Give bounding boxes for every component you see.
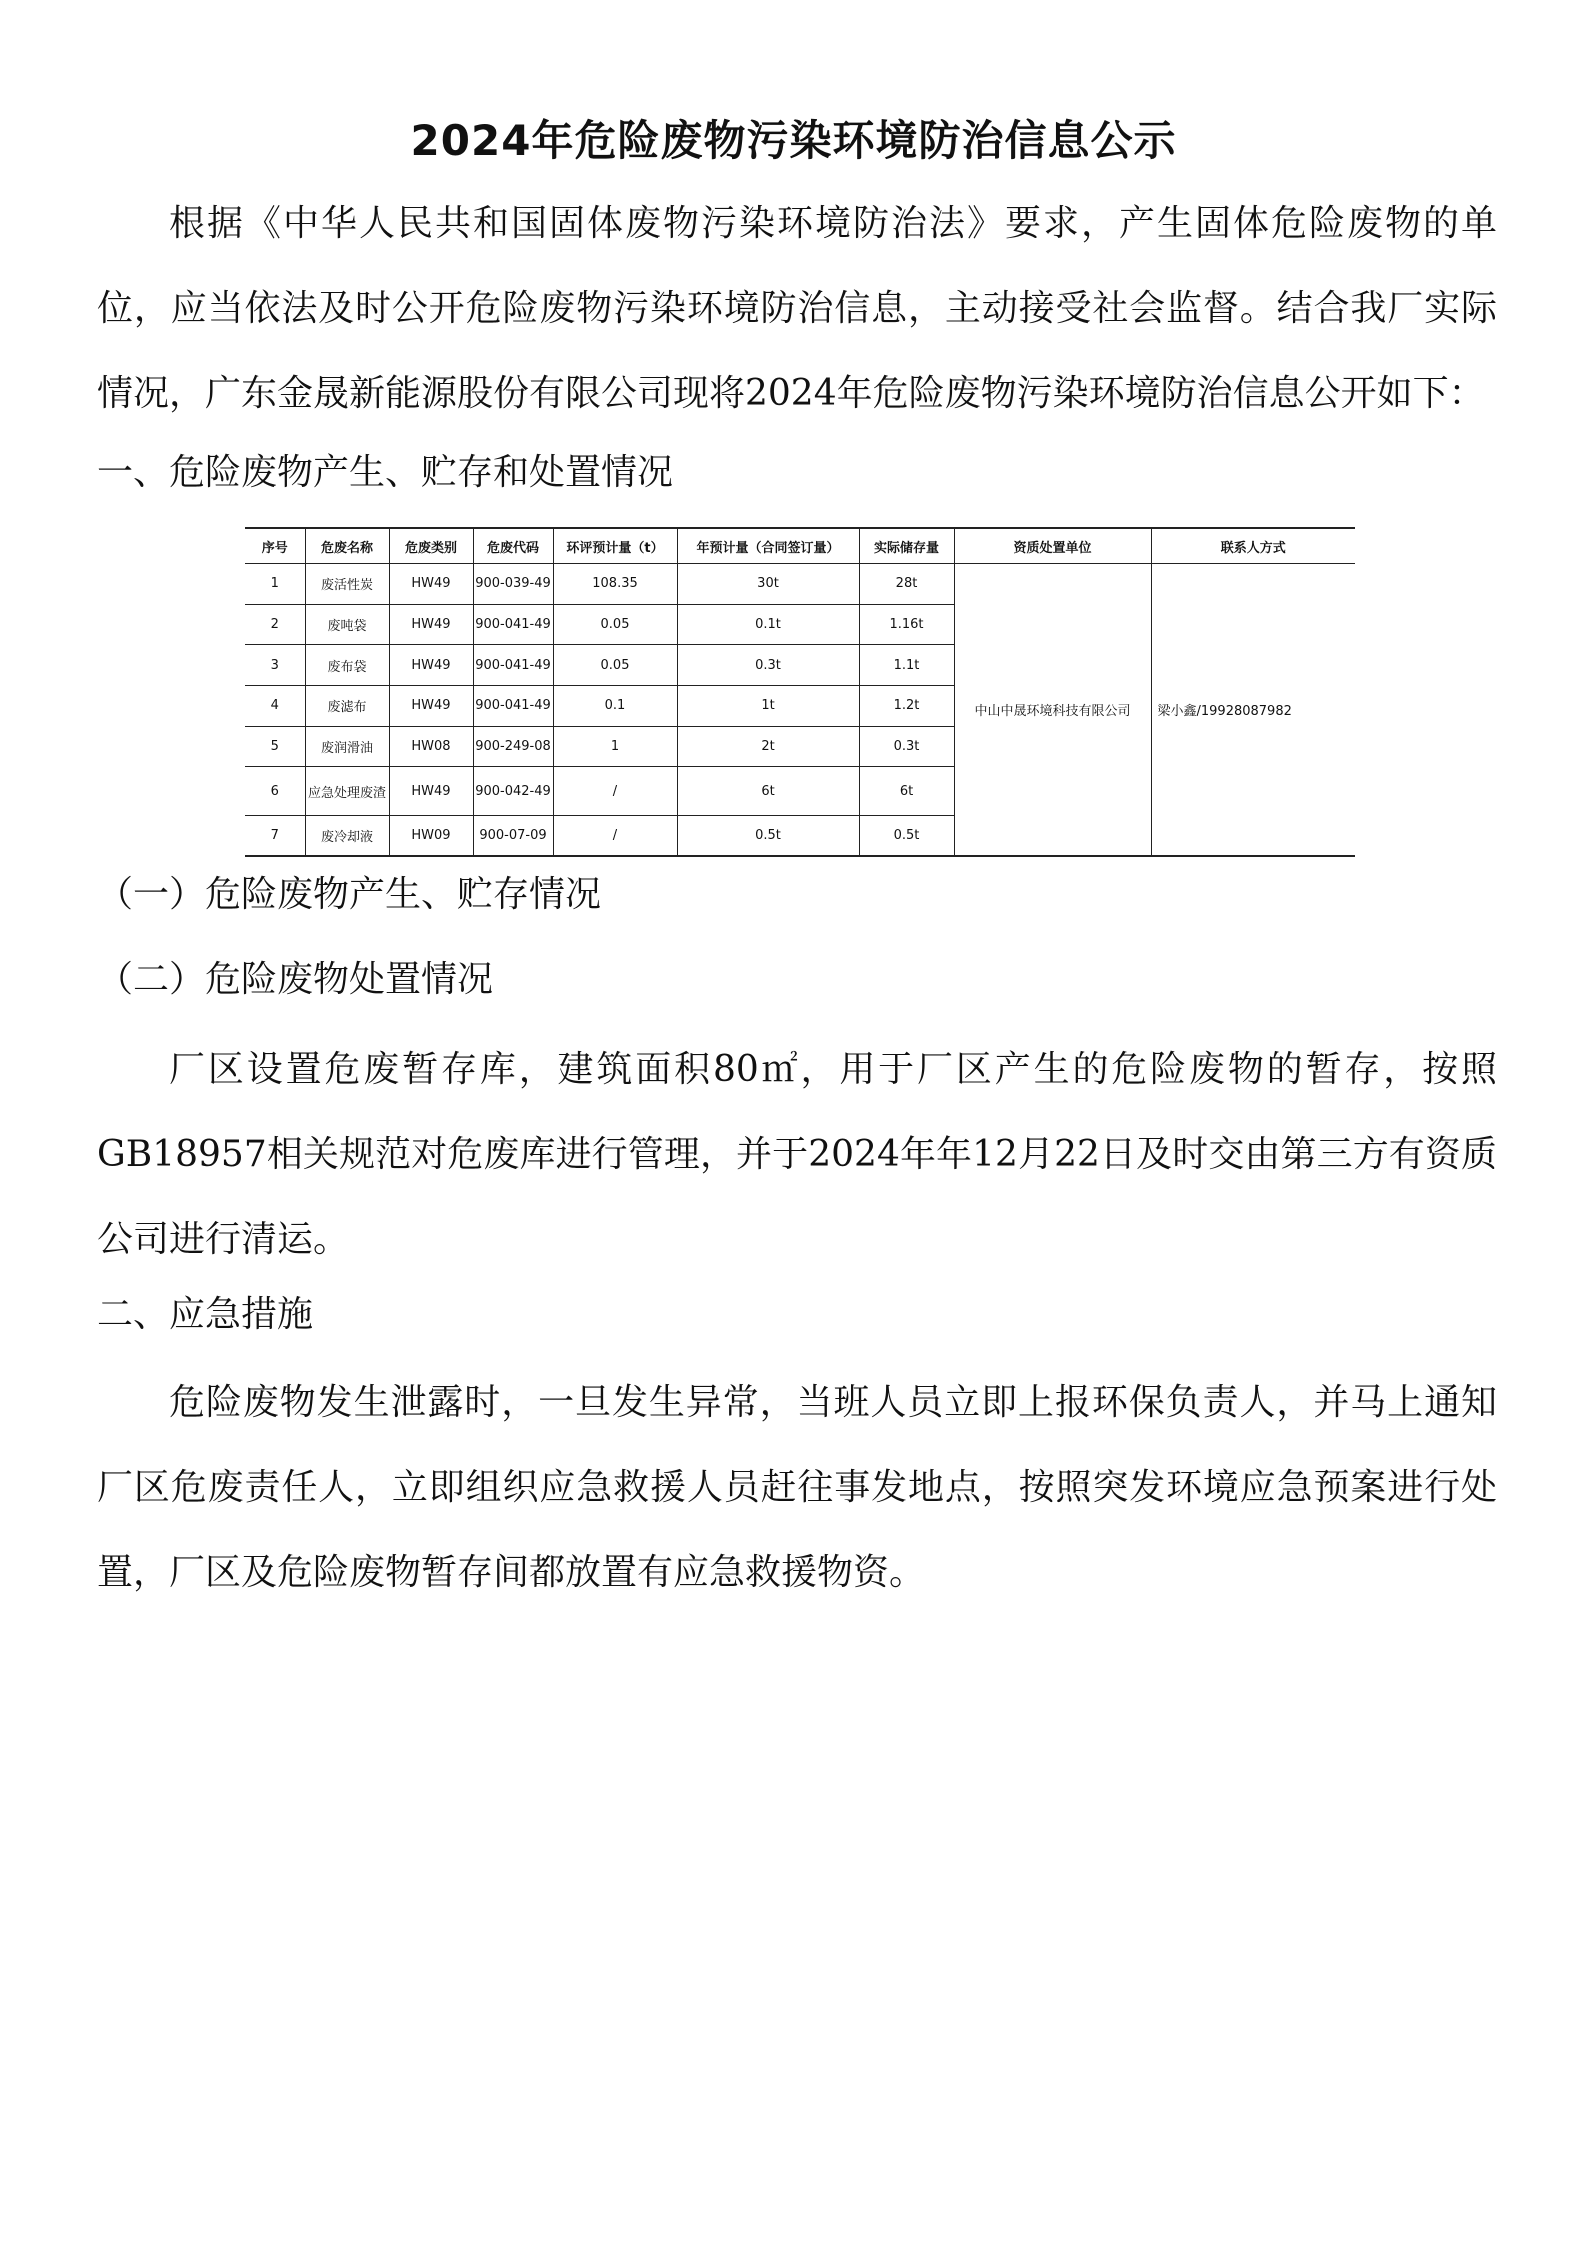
section-heading-1: 一、危险废物产生、贮存和处置情况 [97,452,674,493]
cell-seq: 2 [245,604,305,645]
cell-eia: / [553,767,677,816]
cell-category: HW49 [389,604,473,645]
cell-name: 废冷却液 [305,815,389,856]
cell-code: 900-039-49 [473,564,553,605]
cell-code: 900-041-49 [473,604,553,645]
intro-paragraph: 根据《中华人民共和国固体废物污染环境防治法》要求，产生固体危险废物的单位，应当依法及时公开危险废物污染环境防治信息，主动接受社会监督。结合我厂实际情况，广东金晟新能源股份有限公司现将2024年危险废物污染环境防治信息公开如下： [97,203,1497,414]
cell-category: HW09 [389,815,473,856]
cell-stock: 0.5t [859,815,954,856]
cell-stock: 28t [859,564,954,605]
cell-code: 900-07-09 [473,815,553,856]
header-seq: 序号 [245,528,305,564]
table-row [245,564,1355,605]
cell-eia: 0.05 [553,604,677,645]
cell-disposal-unit: 中山中晟环境科技有限公司 [954,564,1151,857]
cell-code: 900-041-49 [473,645,553,686]
cell-eia: 108.35 [553,564,677,605]
cell-annual: 30t [677,564,859,605]
cell-stock: 1.2t [859,685,954,726]
cell-name: 废活性炭 [305,564,389,605]
cell-eia: 0.1 [553,685,677,726]
cell-contact: 梁小鑫/19928087982 [1151,564,1355,857]
header-eia: 环评预计量（t） [553,528,677,564]
cell-annual: 0.1t [677,604,859,645]
cell-annual: 0.5t [677,815,859,856]
cell-seq: 3 [245,645,305,686]
cell-category: HW49 [389,645,473,686]
cell-annual: 2t [677,726,859,767]
subsection-heading-1: （一）危险废物产生、贮存情况 [97,874,602,915]
cell-name: 废润滑油 [305,726,389,767]
header-code: 危废代码 [473,528,553,564]
cell-name: 废布袋 [305,645,389,686]
subsection-heading-2: （二）危险废物处置情况 [97,959,494,1000]
waste-table [245,527,1355,857]
waste-table-container [245,527,1355,857]
cell-seq: 6 [245,767,305,816]
cell-category: HW49 [389,685,473,726]
disposal-paragraph: 厂区设置危废暂存库，建筑面积80㎡，用于厂区产生的危险废物的暂存，按照GB18957相关规范对危废库进行管理，并于2024年年12月22日及时交由第三方有资质公司进行清运。 [97,1049,1497,1260]
header-contact: 联系人方式 [1151,528,1355,564]
emergency-paragraph: 危险废物发生泄露时，一旦发生异常，当班人员立即上报环保负责人，并马上通知厂区危废责任人，立即组织应急救援人员赶往事发地点，按照突发环境应急预案进行处置，厂区及危险废物暂存间都放置有应急救援物资。 [97,1382,1497,1593]
cell-annual: 6t [677,767,859,816]
cell-annual: 1t [677,685,859,726]
cell-category: HW08 [389,726,473,767]
cell-stock: 1.16t [859,604,954,645]
header-unit: 资质处置单位 [954,528,1151,564]
cell-annual: 0.3t [677,645,859,686]
cell-eia: 1 [553,726,677,767]
cell-seq: 7 [245,815,305,856]
cell-stock: 1.1t [859,645,954,686]
header-stock: 实际储存量 [859,528,954,564]
header-category: 危废类别 [389,528,473,564]
cell-stock: 6t [859,767,954,816]
cell-category: HW49 [389,564,473,605]
cell-seq: 1 [245,564,305,605]
cell-eia: 0.05 [553,645,677,686]
cell-stock: 0.3t [859,726,954,767]
cell-seq: 4 [245,685,305,726]
cell-code: 900-041-49 [473,685,553,726]
cell-code: 900-249-08 [473,726,553,767]
cell-seq: 5 [245,726,305,767]
header-name: 危废名称 [305,528,389,564]
cell-name: 废滤布 [305,685,389,726]
page-title: 2024年危险废物污染环境防治信息公示 [410,116,1177,165]
cell-eia: / [553,815,677,856]
table-header-row [245,528,1355,564]
cell-name: 应急处理废渣 [305,767,389,816]
cell-name: 废吨袋 [305,604,389,645]
header-annual: 年预计量（合同签订量） [677,528,859,564]
cell-code: 900-042-49 [473,767,553,816]
cell-category: HW49 [389,767,473,816]
section-heading-2: 二、应急措施 [97,1294,314,1335]
